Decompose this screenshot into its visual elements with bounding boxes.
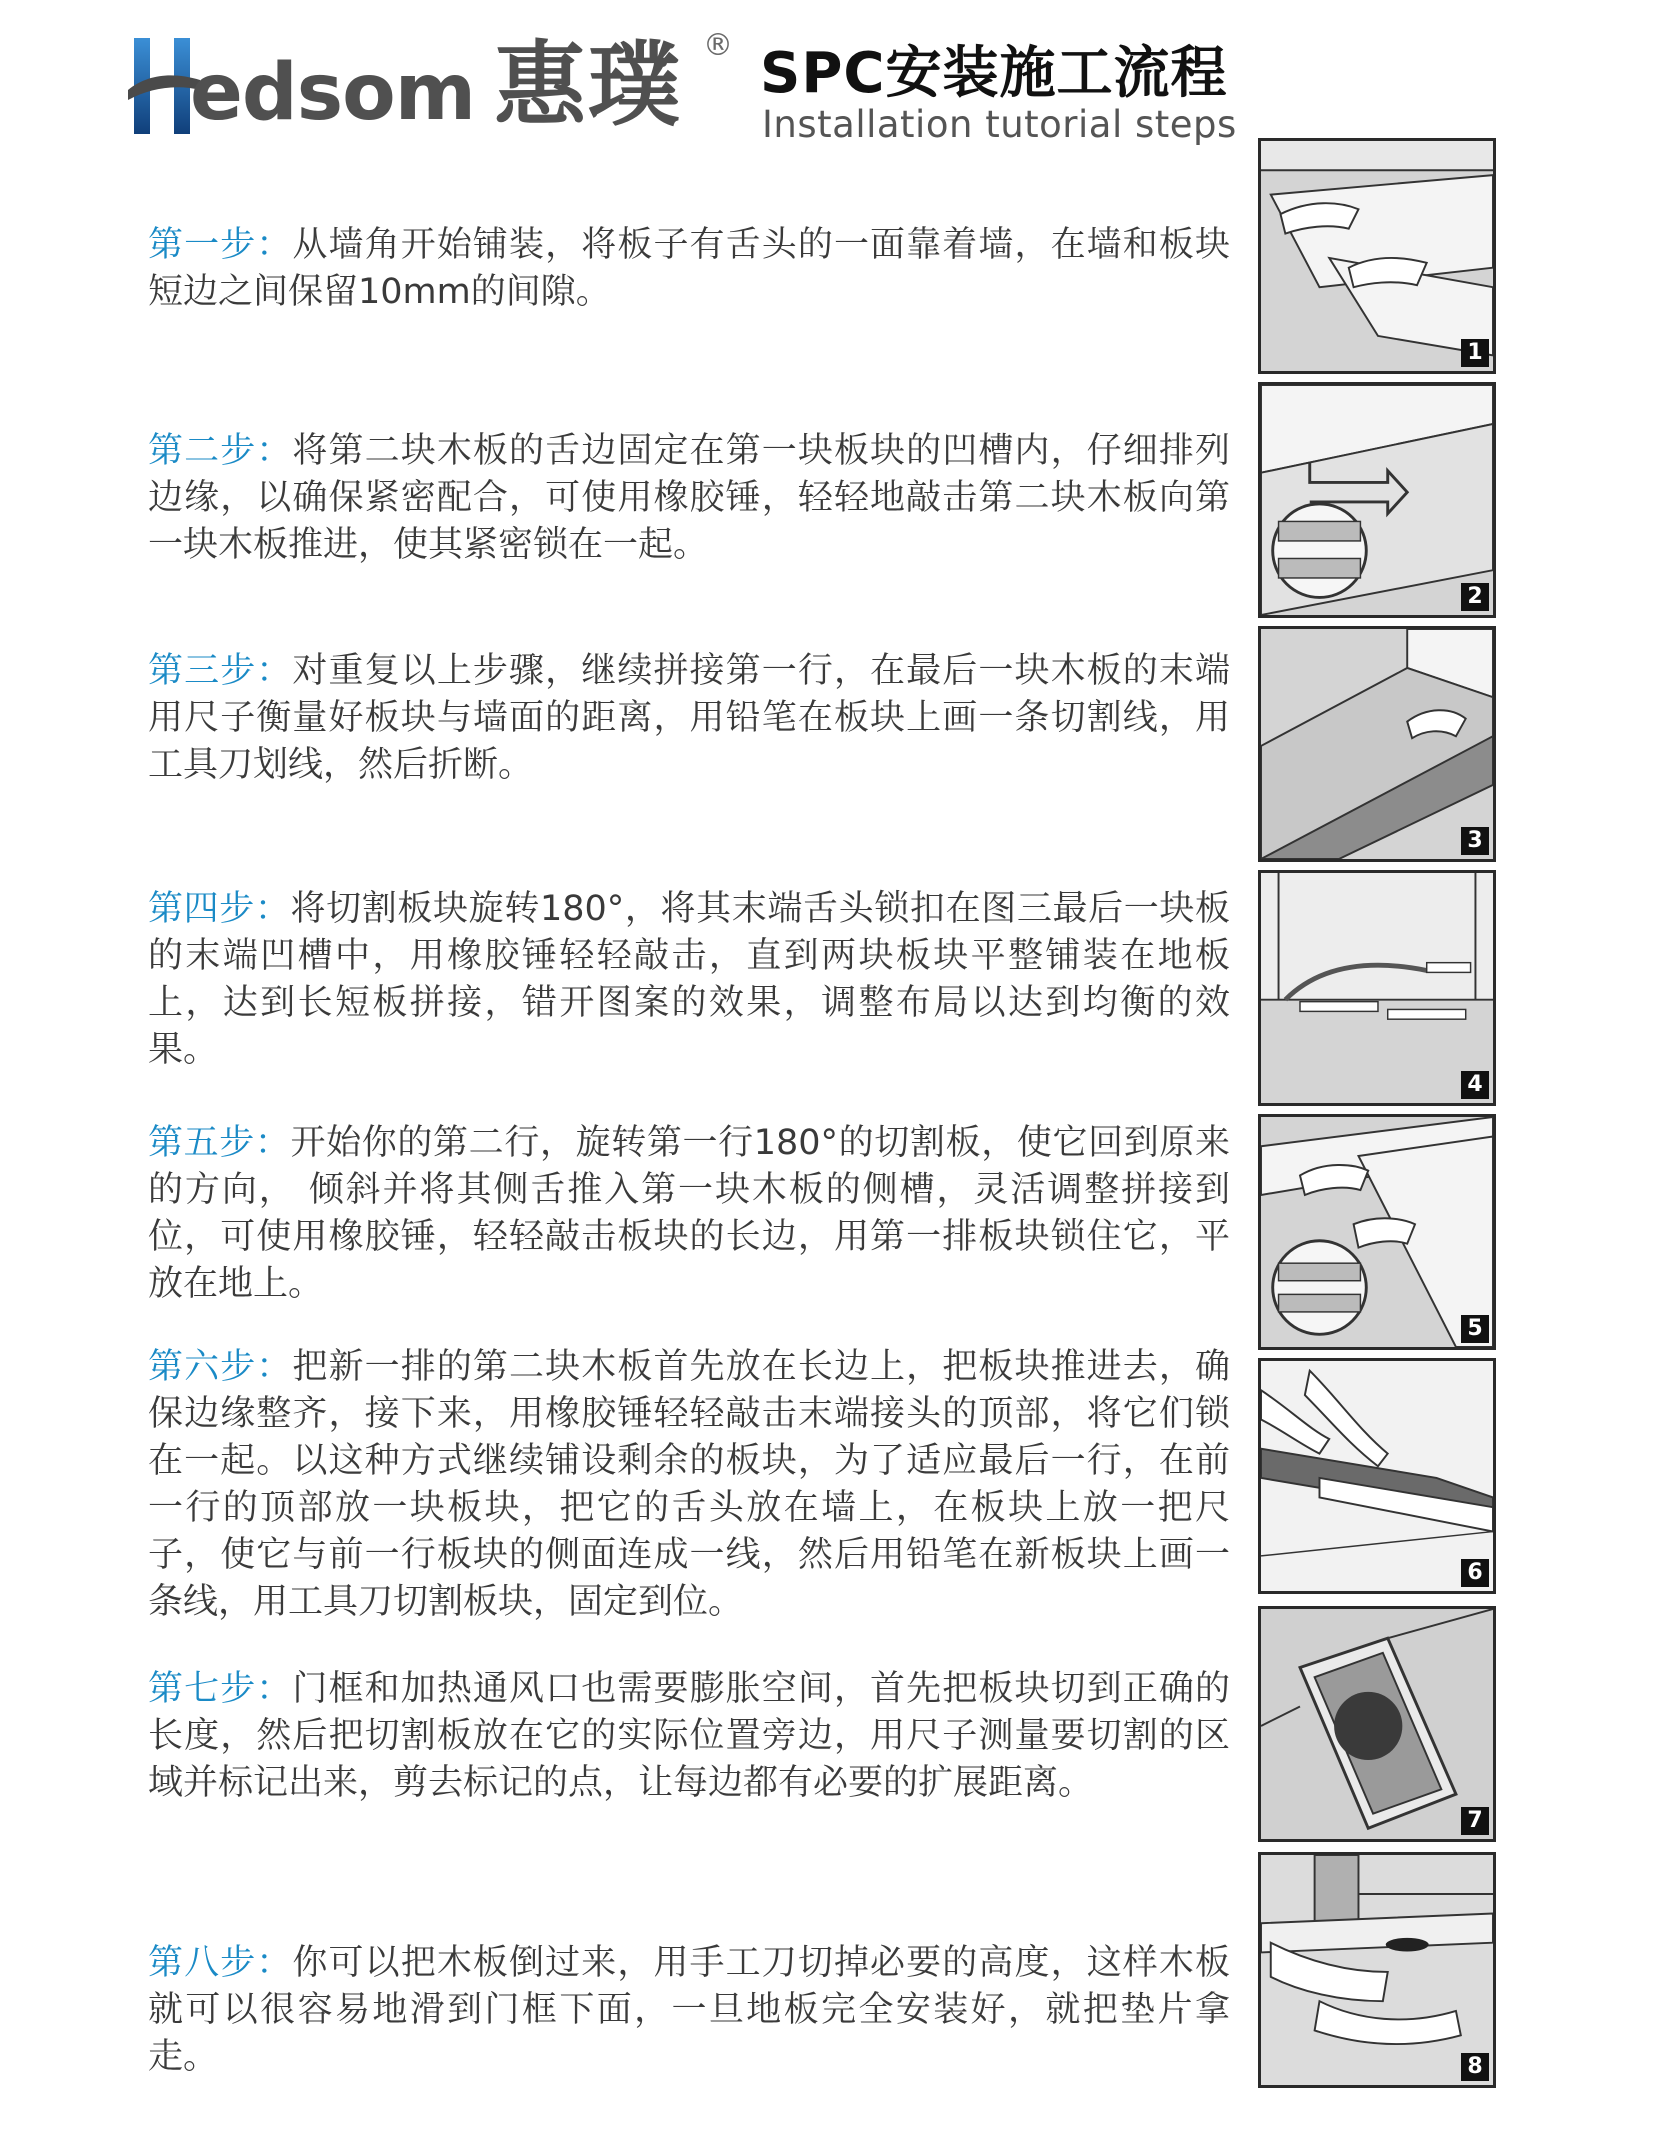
- step-label: 第二步：: [148, 431, 293, 471]
- step-1: [148, 222, 1230, 316]
- figure-number: 2: [1461, 583, 1489, 611]
- step-text: 你可以把木板倒过来，用手工刀切掉必要的高度，这样木板就可以很容易地滑到门框下面，一旦地板完全安装好，就把垫片拿走。: [148, 1943, 1230, 2077]
- step-label: 第一步：: [148, 225, 293, 265]
- second-row-illustration-icon: [1261, 1117, 1493, 1347]
- step-text: 开始你的第二行，旋转第一行180°的切割板，使它回到原来的方向， 倾斜并将其侧舌推入第一块木板的侧槽，灵活调整拼接到位，可使用橡胶锤，轻轻敲击板块的长边，用第一排板块锁住它，平放在地上。: [148, 1123, 1230, 1304]
- figure-number: 6: [1461, 1559, 1489, 1587]
- figure-number: 3: [1461, 827, 1489, 855]
- figure-1-place-first-plank: [1258, 138, 1496, 374]
- figure-number: 5: [1461, 1315, 1489, 1343]
- step-5: [148, 1120, 1230, 1308]
- figure-3-measure-cut: [1258, 626, 1496, 862]
- figure-8-door-frame-cut: [1258, 1852, 1496, 2088]
- last-row-illustration-icon: [1261, 1361, 1493, 1591]
- brand-logo: [128, 28, 733, 144]
- figure-6-last-row: [1258, 1358, 1496, 1594]
- figure-number: 4: [1461, 1071, 1489, 1099]
- step-2: [148, 428, 1230, 569]
- figure-number: 1: [1461, 339, 1489, 367]
- step-label: 第八步：: [148, 1943, 293, 1983]
- brand-name-en: edsom: [190, 48, 476, 138]
- step-text: 门框和加热通风口也需要膨胀空间，首先把板块切到正确的长度，然后把切割板放在它的实际位置旁边，用尺子测量要切割的区域并标记出来，剪去标记的点，让每边都有必要的扩展距离。: [148, 1669, 1230, 1803]
- figure-2-lock-second-plank: [1258, 382, 1496, 618]
- step-7: [148, 1666, 1230, 1807]
- door-frame-cut-illustration-icon: [1261, 1855, 1493, 2085]
- step-text: 把新一排的第二块木板首先放在长边上，把板块推进去，确保边缘整齐，接下来，用橡胶锤轻轻敲击末端接头的顶部，将它们锁在一起。以这种方式继续铺设剩余的板块，为了适应最后一行，在前一行的顶部放一块板块，把它的舌头放在墙上，在板块上放一把尺子，使它与前一行板块的侧面连成一线，然后用铅笔在新板块上画一条线，用工具刀切割板块，固定到位。: [148, 1347, 1230, 1622]
- measure-cut-illustration-icon: [1261, 629, 1493, 859]
- brand-name-cn: 惠璞: [494, 32, 683, 139]
- figure-number: 7: [1461, 1807, 1489, 1835]
- step-label: 第三步：: [148, 651, 293, 691]
- plank-hand-illustration-icon: [1261, 141, 1493, 371]
- page-subtitle: Installation tutorial steps: [762, 103, 1237, 146]
- rotate-plank-illustration-icon: [1261, 873, 1493, 1103]
- step-3: [148, 648, 1230, 789]
- step-text: 将切割板块旋转180°，将其末端舌头锁扣在图三最后一块板的末端凹槽中，用橡胶锤轻轻敲击，直到两块板块平整铺装在地板上，达到长短板拼接，错开图案的效果，调整布局以达到均衡的效果。: [148, 889, 1230, 1070]
- step-text: 对重复以上步骤，继续拼接第一行，在最后一块木板的末端用尺子衡量好板块与墙面的距离，用铅笔在板块上画一条切割线，用工具刀划线，然后折断。: [148, 651, 1230, 785]
- step-6: [148, 1344, 1230, 1626]
- vent-cutout-illustration-icon: [1261, 1609, 1493, 1839]
- step-text: 从墙角开始铺装，将板子有舌头的一面靠着墙，在墙和板块短边之间保留10mm的间隙。: [148, 225, 1230, 312]
- page-title: SPC安装施工流程: [760, 41, 1228, 106]
- registered-mark: ®: [703, 28, 733, 63]
- step-label: 第四步：: [148, 889, 291, 929]
- figure-4-rotate-cut-plank: [1258, 870, 1496, 1106]
- step-text: 将第二块木板的舌边固定在第一块板块的凹槽内，仔细排列边缘，以确保紧密配合，可使用橡胶锤，轻轻地敲击第二块木板向第一块木板推进，使其紧密锁在一起。: [148, 431, 1230, 565]
- step-label: 第五步：: [148, 1123, 291, 1163]
- figure-5-second-row: [1258, 1114, 1496, 1350]
- step-8: [148, 1940, 1230, 2081]
- figure-number: 8: [1461, 2053, 1489, 2081]
- step-4: [148, 886, 1230, 1074]
- step-label: 第六步：: [148, 1347, 293, 1387]
- plank-joint-detail-icon: [1261, 385, 1493, 615]
- step-label: 第七步：: [148, 1669, 293, 1709]
- figure-7-vent-cutout: [1258, 1606, 1496, 1842]
